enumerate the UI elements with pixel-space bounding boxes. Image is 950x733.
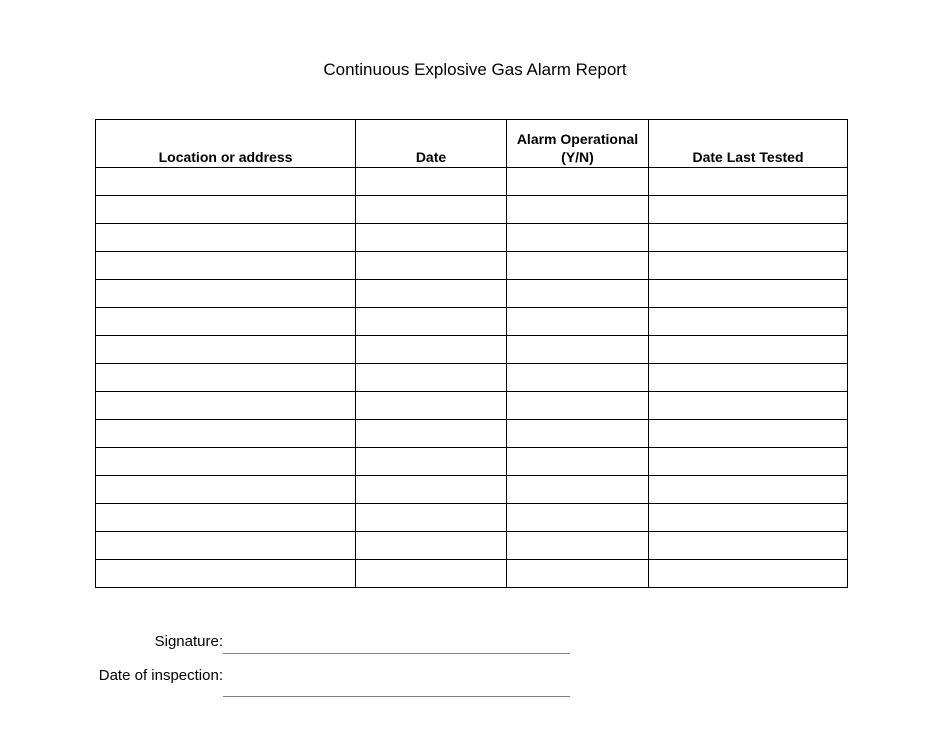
table-row	[96, 168, 848, 196]
location-cell[interactable]	[96, 336, 356, 364]
date-cell[interactable]	[356, 336, 507, 364]
date-last-tested-cell[interactable]	[649, 168, 848, 196]
date-cell[interactable]	[356, 280, 507, 308]
date-last-tested-cell[interactable]	[649, 252, 848, 280]
date-cell[interactable]	[356, 504, 507, 532]
date-last-tested-cell[interactable]	[649, 364, 848, 392]
location-cell[interactable]	[96, 308, 356, 336]
alarm-operational-cell[interactable]	[507, 448, 649, 476]
date-cell[interactable]	[356, 168, 507, 196]
date-cell[interactable]	[356, 448, 507, 476]
table-body	[96, 168, 848, 588]
location-cell[interactable]	[96, 196, 356, 224]
table-row	[96, 308, 848, 336]
date-last-tested-cell[interactable]	[649, 392, 848, 420]
date-of-inspection-line[interactable]	[223, 696, 570, 697]
date-cell[interactable]	[356, 560, 507, 588]
location-cell[interactable]	[96, 532, 356, 560]
signature-label: Signature:	[154, 633, 223, 650]
date-last-tested-cell[interactable]	[649, 448, 848, 476]
alarm-operational-cell[interactable]	[507, 392, 649, 420]
alarm-operational-cell[interactable]	[507, 224, 649, 252]
date-of-inspection-label: Date of inspection:	[98, 667, 223, 684]
table-row	[96, 252, 848, 280]
alarm-operational-cell[interactable]	[507, 196, 649, 224]
table-row	[96, 336, 848, 364]
table-row	[96, 560, 848, 588]
alarm-operational-cell[interactable]	[507, 308, 649, 336]
table-row	[96, 392, 848, 420]
alarm-log-table	[95, 119, 848, 588]
page-title: Continuous Explosive Gas Alarm Report	[323, 60, 627, 79]
location-cell[interactable]	[96, 448, 356, 476]
column-header-date-last-tested: Date Last Tested	[649, 120, 848, 168]
table-row	[96, 224, 848, 252]
table-row	[96, 196, 848, 224]
table-row	[96, 280, 848, 308]
date-last-tested-cell[interactable]	[649, 336, 848, 364]
date-cell[interactable]	[356, 392, 507, 420]
location-cell[interactable]	[96, 252, 356, 280]
signature-line[interactable]	[223, 653, 570, 654]
alarm-operational-cell[interactable]	[507, 364, 649, 392]
date-last-tested-cell[interactable]	[649, 420, 848, 448]
table-row	[96, 476, 848, 504]
table-header-row	[96, 120, 848, 168]
date-last-tested-cell[interactable]	[649, 476, 848, 504]
location-cell[interactable]	[96, 280, 356, 308]
date-cell[interactable]	[356, 420, 507, 448]
date-last-tested-cell[interactable]	[649, 560, 848, 588]
date-cell[interactable]	[356, 308, 507, 336]
date-last-tested-cell[interactable]	[649, 532, 848, 560]
location-cell[interactable]	[96, 560, 356, 588]
alarm-operational-cell[interactable]	[507, 476, 649, 504]
alarm-operational-cell[interactable]	[507, 560, 649, 588]
alarm-operational-cell[interactable]	[507, 336, 649, 364]
date-of-inspection-row	[0, 667, 950, 691]
date-cell[interactable]	[356, 364, 507, 392]
alarm-operational-cell[interactable]	[507, 252, 649, 280]
alarm-operational-cell[interactable]	[507, 420, 649, 448]
location-cell[interactable]	[96, 420, 356, 448]
location-cell[interactable]	[96, 392, 356, 420]
date-last-tested-cell[interactable]	[649, 280, 848, 308]
date-cell[interactable]	[356, 532, 507, 560]
date-cell[interactable]	[356, 476, 507, 504]
date-last-tested-cell[interactable]	[649, 224, 848, 252]
table-row	[96, 420, 848, 448]
table-row	[96, 364, 848, 392]
table-row	[96, 448, 848, 476]
alarm-operational-cell[interactable]	[507, 532, 649, 560]
alarm-operational-cell[interactable]	[507, 168, 649, 196]
date-cell[interactable]	[356, 224, 507, 252]
date-last-tested-cell[interactable]	[649, 196, 848, 224]
column-header-alarm-operational	[507, 120, 649, 168]
alarm-operational-label: Alarm Operational (Y/N)	[516, 131, 639, 165]
location-cell[interactable]	[96, 504, 356, 532]
column-header-location: Location or address	[96, 120, 356, 168]
signature-row	[0, 633, 950, 657]
location-cell[interactable]	[96, 476, 356, 504]
alarm-operational-cell[interactable]	[507, 504, 649, 532]
location-cell[interactable]	[96, 168, 356, 196]
location-cell[interactable]	[96, 364, 356, 392]
alarm-operational-cell[interactable]	[507, 280, 649, 308]
date-cell[interactable]	[356, 196, 507, 224]
table-row	[96, 504, 848, 532]
date-last-tested-cell[interactable]	[649, 308, 848, 336]
table-row	[96, 532, 848, 560]
location-cell[interactable]	[96, 224, 356, 252]
date-cell[interactable]	[356, 252, 507, 280]
column-header-date: Date	[356, 120, 507, 168]
date-last-tested-cell[interactable]	[649, 504, 848, 532]
